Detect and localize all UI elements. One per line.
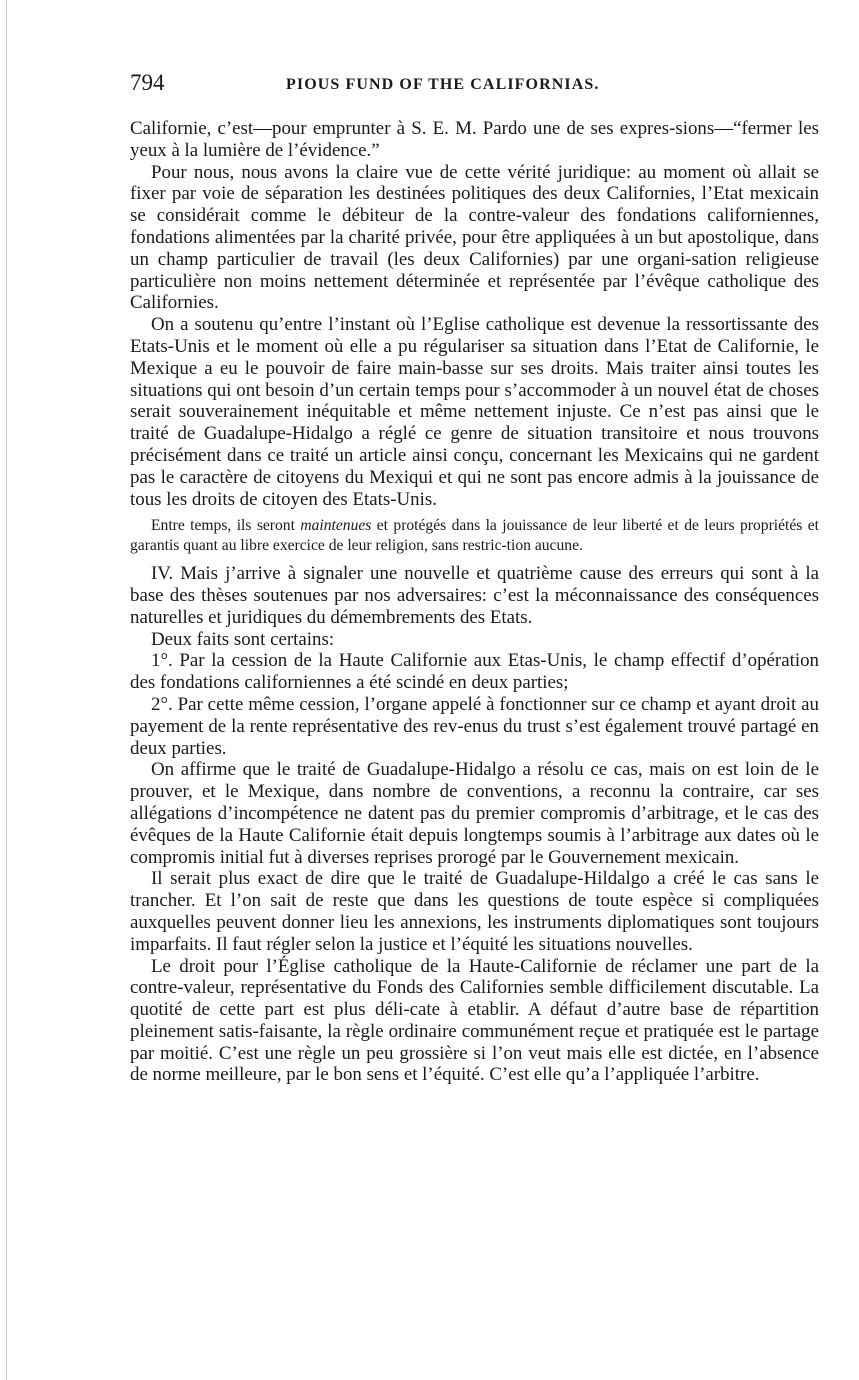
block-quote-text: Entre temps, ils seront [151,517,301,535]
numbered-paragraph: 1°. Par la cession de la Haute Californie aux Etas-Unis, le champ effectif d’opération des fondations californiennes a été scindé en deux parties; [130,650,819,694]
paragraph-continuation: Californie, c’est—pour emprunter à S. E. M. Pardo une de ses expres-sions—“fermer les yeux à la lumière de l’évidence.” [130,118,819,161]
paragraph: Pour nous, nous avons la claire vue de cette vérité juridique: au moment où allait se fixer par voie de séparation les destinées politiques des deux Californies, l’Etat mexicain se considérait comme le débiteur de la contre-valeur des fondations californiennes, fondations alimentées par la charité privée, pour être appliquées à un but apostolique, dans un champ particulier de travail (les deux Californies) par une organi-sation religieuse particulière non moins nettement déterminée et représentée par l’évêque catholique des Californies. [130,161,819,314]
paragraph: Il serait plus exact de dire que le traité de Guadalupe-Hildalgo a créé le cas sans le trancher. Et l’on sait de reste que dans les questions de toute espèce si compliquées auxquelles peuvent donner lieu les annexions, les instruments diplomatiques sont toujours imparfaits. Il faut régler selon la justice et l’équité les situations nouvelles. [130,868,819,955]
running-head: PIOUS FUND OF THE CALIFORNIAS. [286,76,600,93]
numbered-paragraph: 2°. Par cette même cession, l’organe appelé à fonctionner sur ce champ et ayant droit au payement de la rente représentative des rev-enus du trust s’est également trouvé partagé en deux parties. [130,693,819,759]
page-header [130,68,819,102]
paragraph: IV. Mais j’arrive à signaler une nouvelle et quatrième cause des erreurs qui sont à la base des thèses soutenues par nos adversaires: c’est la méconnaissance des conséquences naturelles et juridiques du démembrements des Etats. [130,563,819,628]
body-text [130,118,819,1086]
page-number: 794 [130,70,165,95]
paragraph: On a soutenu qu’entre l’instant où l’Eglise catholique est devenue la ressortissante des Etats-Unis et le moment où elle a pu régulariser sa situation dans l’Etat de Californie, le Mexique a eu le pouvoir de faire main-basse sur ses droits. Mais traiter ainsi toutes les situations qui ont besoin d’un certain temps pour s’accommoder à un nouvel état de choses serait souverainement inéquitable et même nettement injuste. Ce n’est pas ainsi que le traité de Guadalupe-Hidalgo a réglé ce genre de situation transitoire et nous trouvons précisément dans ce traité un article ainsi conçu, concernant les Mexicains qui ne gardent pas le caractère de citoyens du Mexiqui et qui ne sont pas encore admis à la jouissance de tous les droits de citoyen des Etats-Unis. [130,314,819,510]
block-quote-text: et protégés dans la jouissance de leur liberté et de leurs propriétés et garantis quant au libre exercice de leur religion, sans restric-tion aucune. [130,517,819,554]
page-edge-rule [6,0,7,1380]
paragraph: Le droit pour l’Église catholique de la Haute-Californie de réclamer une part de la contre-valeur, représentative du Fonds des Californies semble difficilement discutable. La quotité de cette part est plus déli-cate à etablir. A défaut d’autre base de répartition pleinement satis-faisante, la règle ordinaire communément reçue et pratiquée est le partage par moitié. C’est une règle un peu grossière si l’on veut mais elle est dictée, en l’absence de norme meilleure, par le bon sens et l’équité. C’est elle qu’a l’appliquée l’arbitre. [130,955,819,1086]
paragraph: Deux faits sont certains: [151,628,335,650]
block-quote [130,516,819,555]
block-quote-italic: maintenues [300,517,372,535]
paragraph: On affirme que le traité de Guadalupe-Hidalgo a résolu ce cas, mais on est loin de le prouver, et le Mexique, dans nombre de conventions, a reconnu la contraire, car ses allégations d’incompétence ne datent pas du premier compromis d’arbitrage, et le cas des évêques de la Haute Californie était depuis longtemps soumis à l’arbitrage aux dates où le compromis initial fut à diverses reprises prorogé par le Gouvernement mexicain. [130,759,819,868]
